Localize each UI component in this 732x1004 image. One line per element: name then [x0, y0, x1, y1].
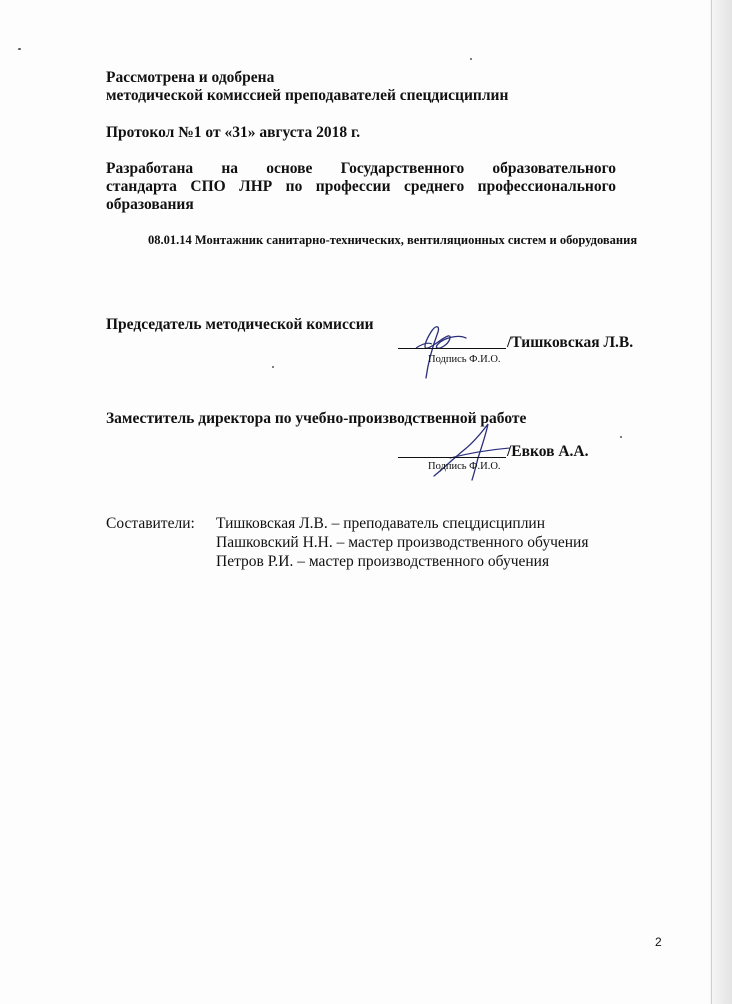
developed-block	[106, 160, 616, 214]
authors-label: Составители:	[106, 515, 195, 532]
scan-speck	[18, 48, 21, 50]
scan-speck	[470, 58, 472, 60]
profession-title: 08.01.14 Монтажник санитарно-технических, вентиляционных систем и оборудования	[148, 233, 638, 247]
author-item: Пашковский Н.Н. – мастер производственного обучения	[216, 534, 589, 551]
author-item: Петров Р.И. – мастер производственного обучения	[216, 553, 550, 570]
developed-line-1: Разработана на основе Государственного образовательного	[106, 160, 616, 177]
page-number: 2	[655, 935, 662, 949]
signature-caption-1: Подпись Ф.И.О.	[428, 354, 501, 365]
scan-edge-line	[711, 0, 712, 1004]
scan-speck	[272, 366, 274, 368]
scan-edge-shadow	[710, 0, 732, 1004]
author-item: Тишковская Л.В. – преподаватель спецдисциплин	[216, 515, 546, 532]
approval-block	[106, 69, 508, 105]
handwritten-signature-1	[398, 318, 468, 380]
authors-list	[216, 514, 588, 571]
signature-caption-2: Подпись Ф.И.О.	[428, 461, 501, 472]
scan-speck	[620, 436, 622, 438]
deputy-name: /Евков А.А.	[507, 443, 589, 460]
deputy-title: Заместитель директора по учебно-производственной работе	[106, 410, 527, 427]
chair-name: /Тишковская Л.В.	[507, 334, 634, 351]
chair-title: Председатель методической комиссии	[106, 316, 374, 333]
developed-line-2: стандарта СПО ЛНР по профессии среднего профессионального	[106, 178, 616, 195]
signature-line-2	[398, 457, 506, 458]
developed-line-3: образования	[106, 196, 194, 213]
approval-line-1: Рассмотрена и одобрена	[106, 69, 275, 86]
signature-line-1	[398, 348, 506, 349]
protocol-line: Протокол №1 от «31» августа 2018 г.	[106, 124, 361, 141]
approval-line-2: методической комиссией преподавателей спецдисциплин	[106, 87, 509, 104]
